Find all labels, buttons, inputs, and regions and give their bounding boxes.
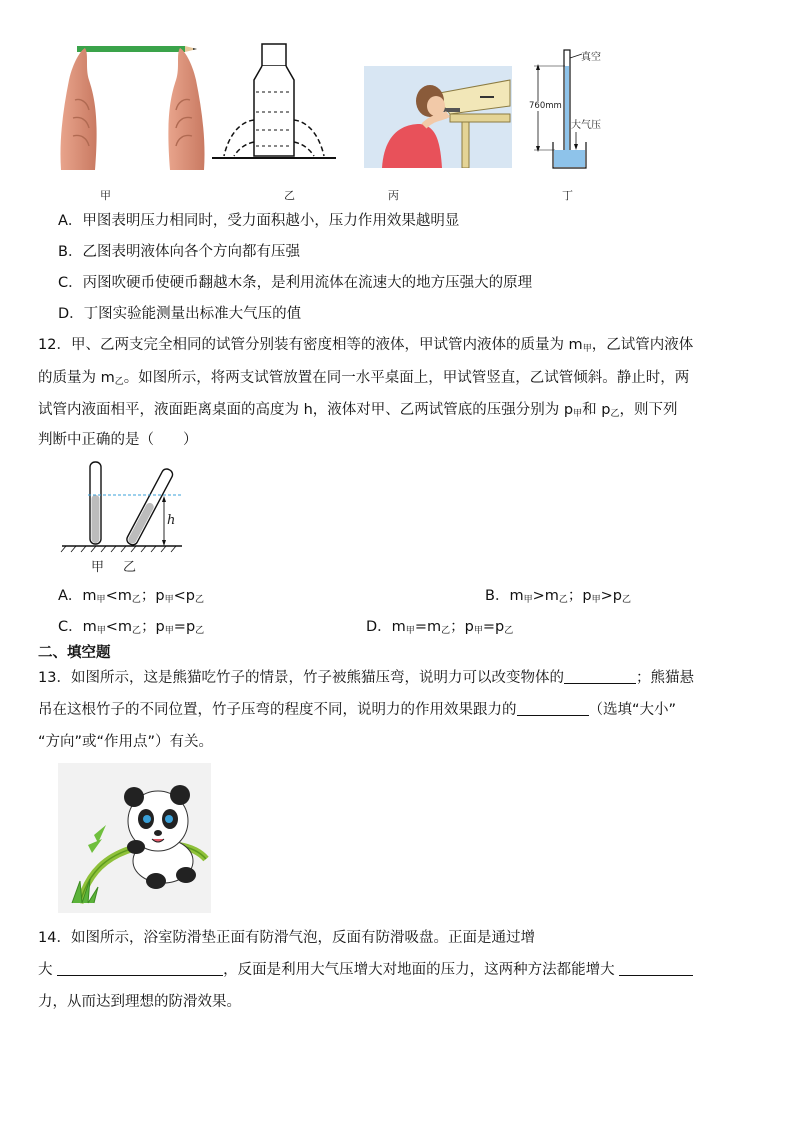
q14-line-1: 14．如图所示，浴室防滑垫正面有防滑气泡，反面有防滑吸盘。正面是通过增 — [38, 930, 535, 946]
q12-option-b: B．$m_甲>m_乙$；$p_甲>p_乙$ — [485, 588, 631, 605]
figure-hands-pencil — [55, 40, 210, 175]
figure-caption: 乙 — [284, 189, 295, 202]
q12-option-d: D．$m_甲=m_乙$；$p_甲=p_乙$ — [366, 619, 514, 636]
answer-blank[interactable] — [57, 961, 223, 976]
q11-option-d: D．丁图实验能测量出标准大气压的值 — [58, 306, 302, 322]
height-h-label: h — [167, 513, 176, 528]
answer-blank[interactable] — [619, 961, 693, 976]
tube-jia-label: 甲 — [91, 560, 105, 575]
vacuum-label: 真空 — [581, 52, 601, 63]
q14-line-3: 力，从而达到理想的防滑效果。 — [38, 994, 241, 1010]
answer-blank[interactable] — [564, 669, 636, 684]
figure-caption: 丙 — [388, 189, 399, 202]
q11-option-c: C．丙图吹硬币使硬币翻越木条，是利用流体在流速大的地方压强大的原理 — [58, 275, 533, 291]
q12-line-3: 试管内液面相平，液面距离桌面的高度为 h，液体对甲、乙两试管底的压强分别为 $p_甲$和 $p_乙$，则下列 — [38, 402, 678, 419]
figure-caption: 丁 — [562, 189, 573, 202]
q12-option-c: C．$m_甲<m_乙$；$p_甲=p_乙$ — [58, 619, 205, 636]
section-title: 二、填空题 — [38, 645, 111, 661]
q12-line-2: 的质量为 $m_乙$。如图所示，将两支试管放置在同一水平桌面上，甲试管竖直，乙试管倾斜。静止时，两 — [38, 370, 690, 387]
figure-test-tubes — [60, 458, 185, 554]
q11-option-a: A．甲图表明压力相同时，受力面积越小，压力作用效果越明显 — [58, 213, 460, 229]
q12-line-1: 12．甲、乙两支完全相同的试管分别装有密度相等的液体，甲试管内液体的质量为 $m_甲$，乙试管内液体 — [38, 337, 694, 354]
q14-line-2: 大 ，反面是利用大气压增大对地面的压力，这两种方法都能增大 — [38, 960, 693, 980]
figure-caption: 甲 — [100, 189, 111, 202]
tube-yi-label: 乙 — [123, 560, 137, 575]
answer-blank[interactable] — [517, 701, 589, 716]
figure-bottle-liquid-jets — [210, 42, 345, 167]
figure-girl-blowing-coin — [364, 66, 512, 168]
q11-option-b: B．乙图表明液体向各个方向都有压强 — [58, 244, 300, 260]
figure-panda-bamboo — [58, 763, 211, 913]
atmosphere-label: 大气压 — [571, 120, 601, 131]
height-760mm-label: 760mm — [529, 101, 562, 111]
q13-line-2: 吊在这根竹子的不同位置，竹子压弯的程度不同，说明力的作用效果跟力的 （选填“大小” — [38, 702, 677, 718]
q12-line-4: 判断中正确的是（ ） — [38, 432, 198, 448]
q12-option-a: A．$m_甲<m_乙$；$p_甲<p_乙$ — [58, 588, 204, 605]
q13-line-3: “方向”或“作用点”）有关。 — [38, 734, 214, 750]
q13-line-1: 13．如图所示，这是熊猫吃竹子的情景，竹子被熊猫压弯，说明力可以改变物体的 ；熊猫悬 — [38, 670, 694, 686]
